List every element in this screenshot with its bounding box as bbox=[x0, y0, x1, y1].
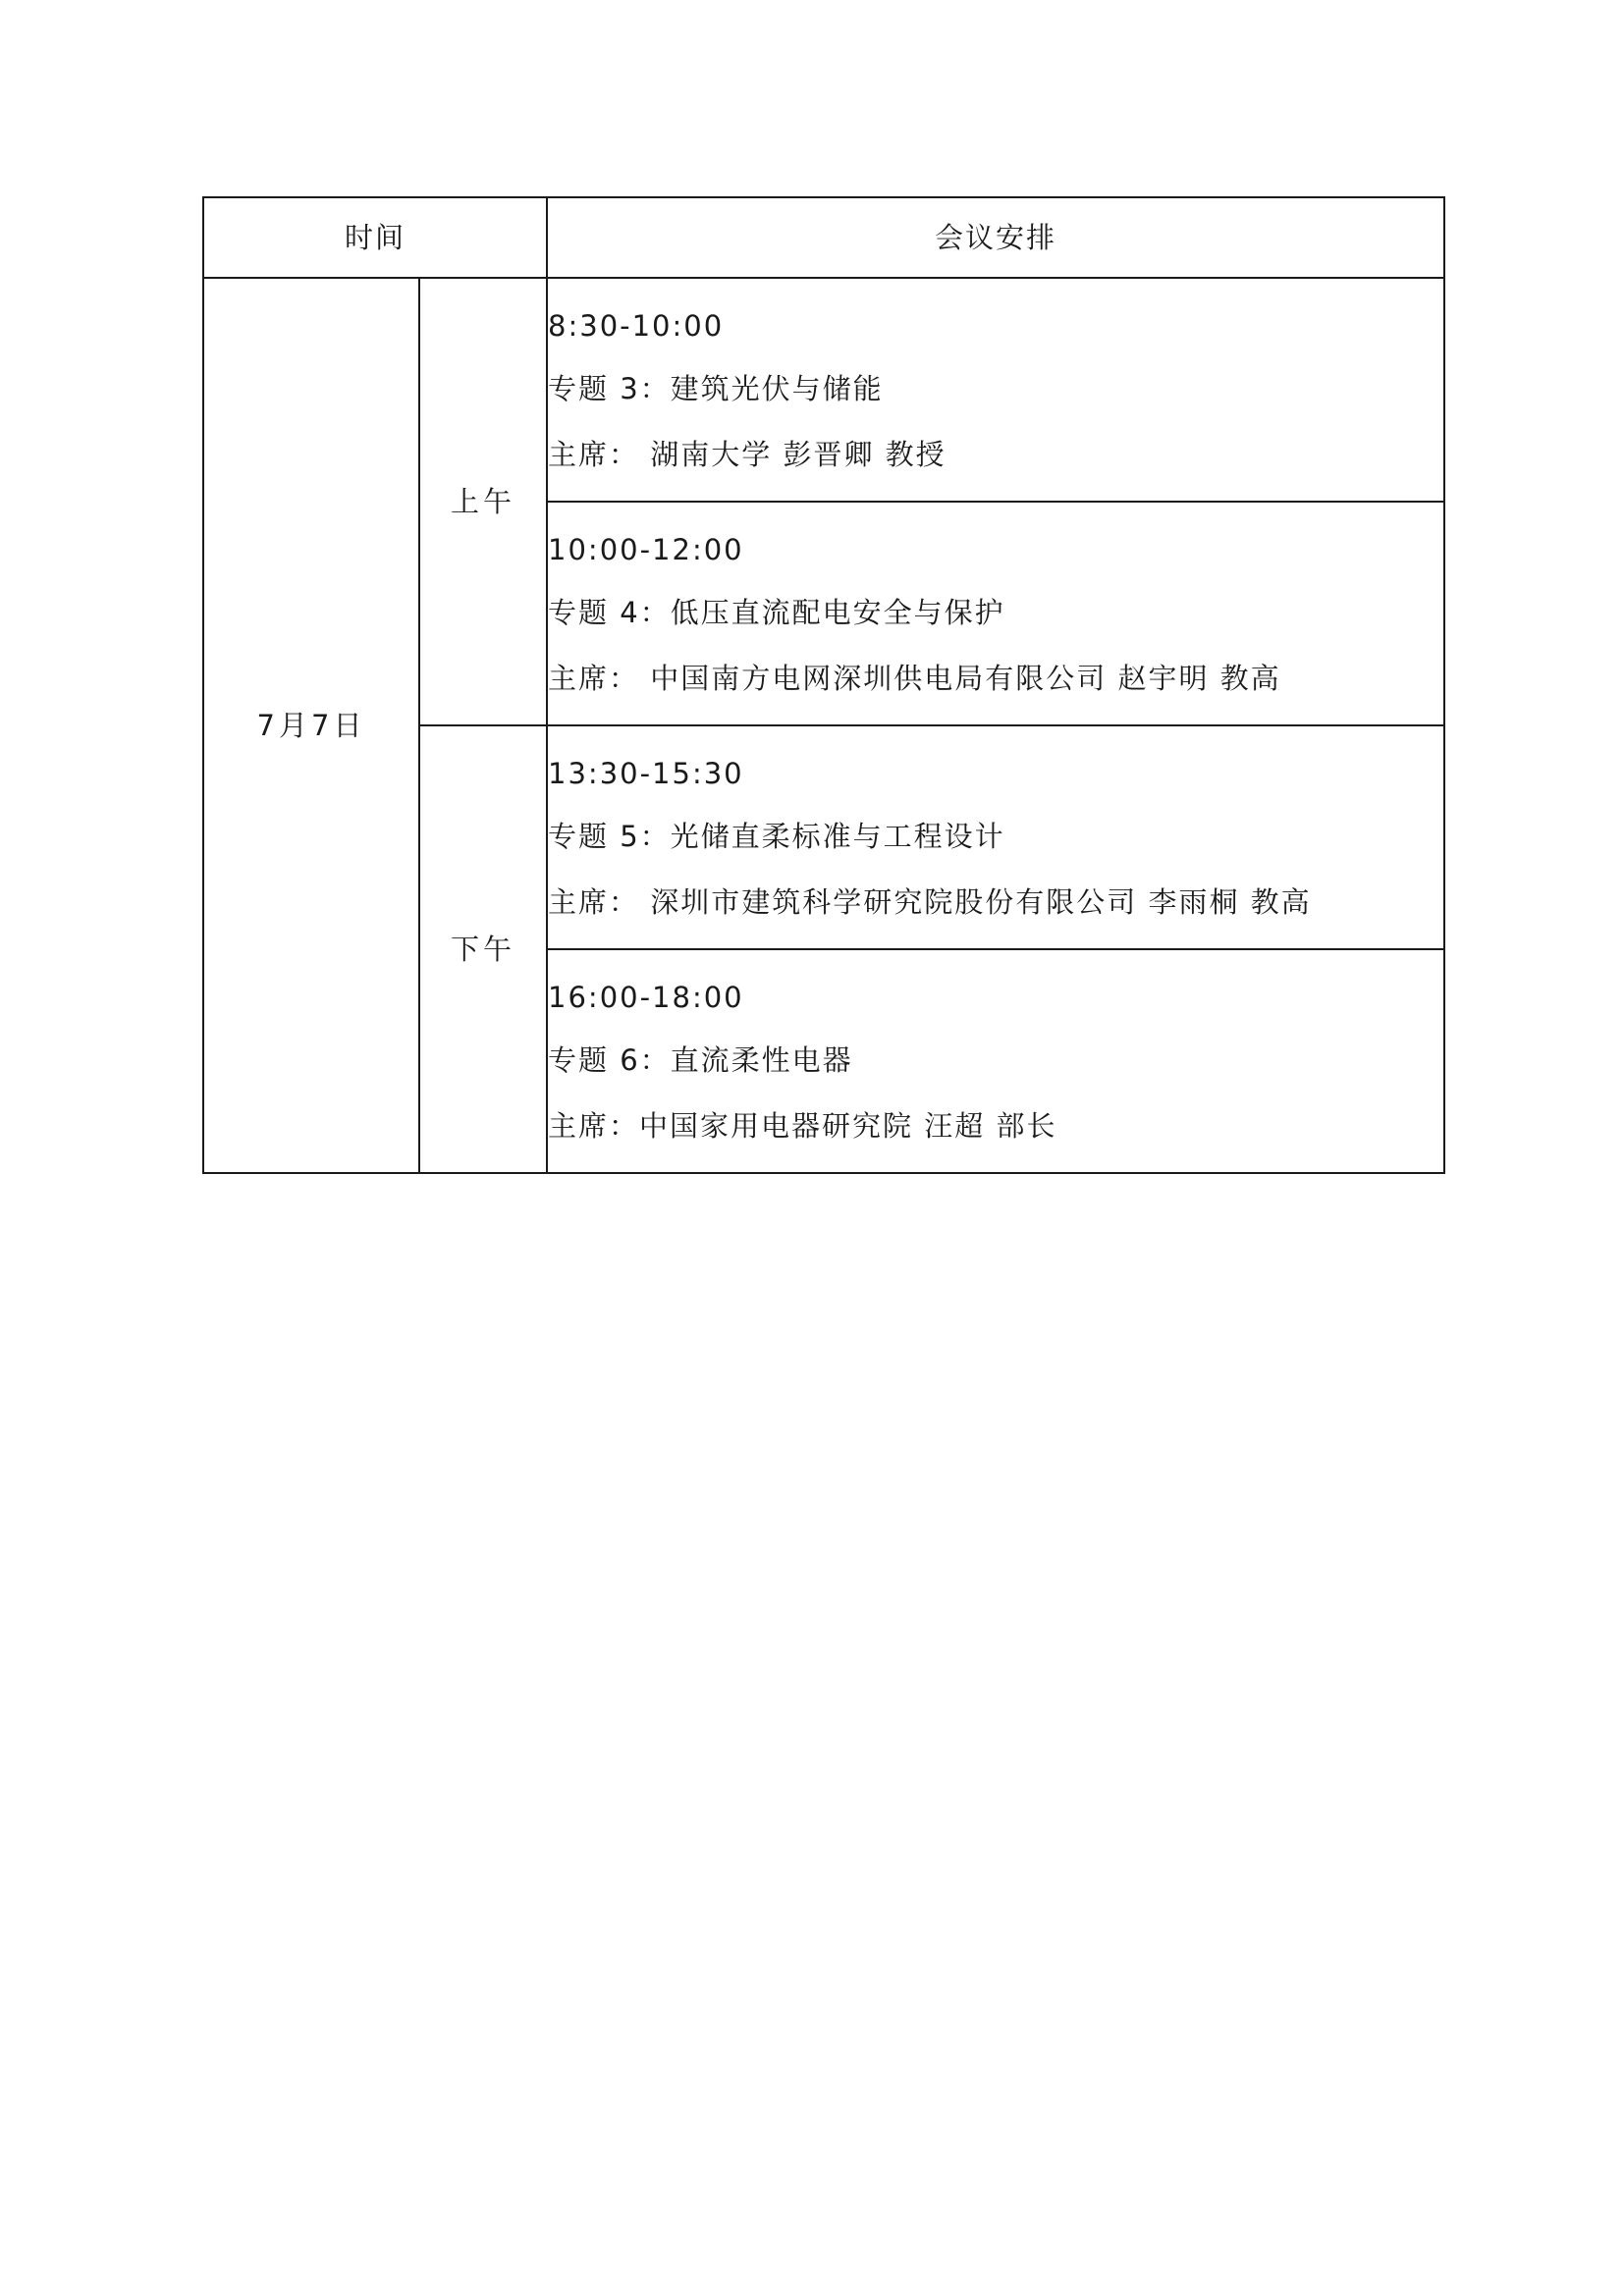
schedule-table bbox=[202, 196, 1445, 1174]
session-time: 10:00-12:00 bbox=[548, 533, 744, 566]
session-chair: 主席： 中国南方电网深圳供电局有限公司 赵宇明 教高 bbox=[548, 662, 1281, 695]
session-cell bbox=[547, 502, 1444, 725]
table-row bbox=[203, 278, 1444, 502]
session-topic: 专题 6：直流柔性电器 bbox=[548, 1043, 853, 1077]
table-header-row bbox=[203, 197, 1444, 278]
session-topic: 专题 5：光储直柔标准与工程设计 bbox=[548, 820, 1005, 853]
session-chair: 主席： 深圳市建筑科学研究院股份有限公司 李雨桐 教高 bbox=[548, 885, 1312, 919]
session-time: 16:00-18:00 bbox=[548, 981, 744, 1014]
session-cell bbox=[547, 949, 1444, 1173]
session-cell bbox=[547, 278, 1444, 502]
header-time: 时间 bbox=[203, 197, 547, 278]
session-topic: 专题 4：低压直流配电安全与保护 bbox=[548, 596, 1005, 629]
session-chair: 主席：中国家用电器研究院 汪超 部长 bbox=[548, 1109, 1057, 1143]
session-topic: 专题 3：建筑光伏与储能 bbox=[548, 372, 884, 405]
session-time: 13:30-15:30 bbox=[548, 757, 744, 790]
date-cell: 7月7日 bbox=[203, 278, 419, 1173]
period-afternoon: 下午 bbox=[419, 725, 547, 1173]
session-time: 8:30-10:00 bbox=[548, 309, 725, 343]
header-agenda: 会议安排 bbox=[547, 197, 1444, 278]
session-cell bbox=[547, 725, 1444, 949]
period-morning: 上午 bbox=[419, 278, 547, 725]
session-chair: 主席： 湖南大学 彭晋卿 教授 bbox=[548, 438, 947, 471]
